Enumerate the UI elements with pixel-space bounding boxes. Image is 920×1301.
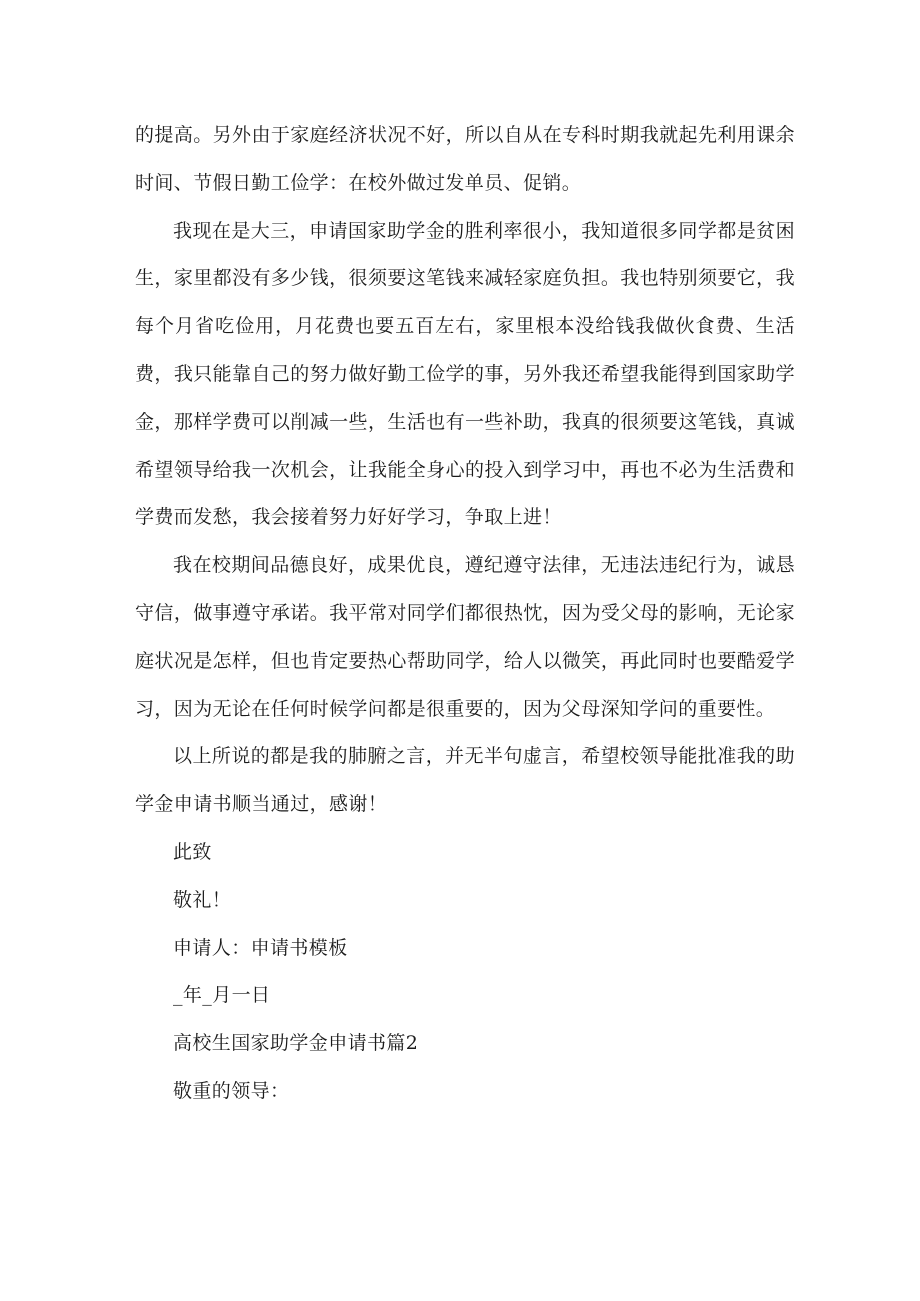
- salute-line: 敬礼！: [173, 888, 232, 911]
- greeting-line: 敬重的领导：: [173, 1079, 290, 1102]
- paragraph-continued: 的提高。另外由于家庭经济状况不好，所以自从在专科时期我就起先利用课余时间、节假日勤工俭学：在校外做过发单员、促销。: [135, 124, 795, 194]
- paragraph-conclusion: 以上所说的都是我的肺腑之言，并无半句虚言，希望校领导能批准我的助学金申请书顺当通过，感谢！: [135, 745, 795, 816]
- date-line: _年_月一日: [173, 984, 271, 1007]
- document-page: [135, 112, 795, 1116]
- applicant-line: 申请人：申请书模板: [173, 936, 348, 959]
- section-title: 高校生国家助学金申请书篇2: [173, 1032, 419, 1055]
- closing-line: 此致: [173, 840, 212, 863]
- paragraph-application-reason: 我现在是大三，申请国家助学金的胜利率很小，我知道很多同学都是贫困生，家里都没有多少钱，很须要这笔钱来减轻家庭负担。我也特别须要它，我每个月省吃俭用，月花费也要五百左右，家里根本没给钱我做伙食费、生活费，我只能靠自己的努力做好勤工俭学的事，另外我还希望我能得到国家助学金，那样学费可以削减一些，生活也有一些补助，我真的很须要这笔钱，真诚希望领导给我一次机会，让我能全身心的投入到学习中，再也不必为生活费和学费而发愁，我会接着努力好好学习，争取上进！: [135, 219, 795, 529]
- paragraph-character: 我在校期间品德良好，成果优良，遵纪遵守法律，无违法违纪行为，诚恳守信，做事遵守承诺。我平常对同学们都很热忱，因为受父母的影响，无论家庭状况是怎样，但也肯定要热心帮助同学，给人以微笑，再此同时也要酷爱学习，因为无论在任何时候学问都是很重要的，因为父母深知学问的重要性。: [135, 554, 795, 720]
